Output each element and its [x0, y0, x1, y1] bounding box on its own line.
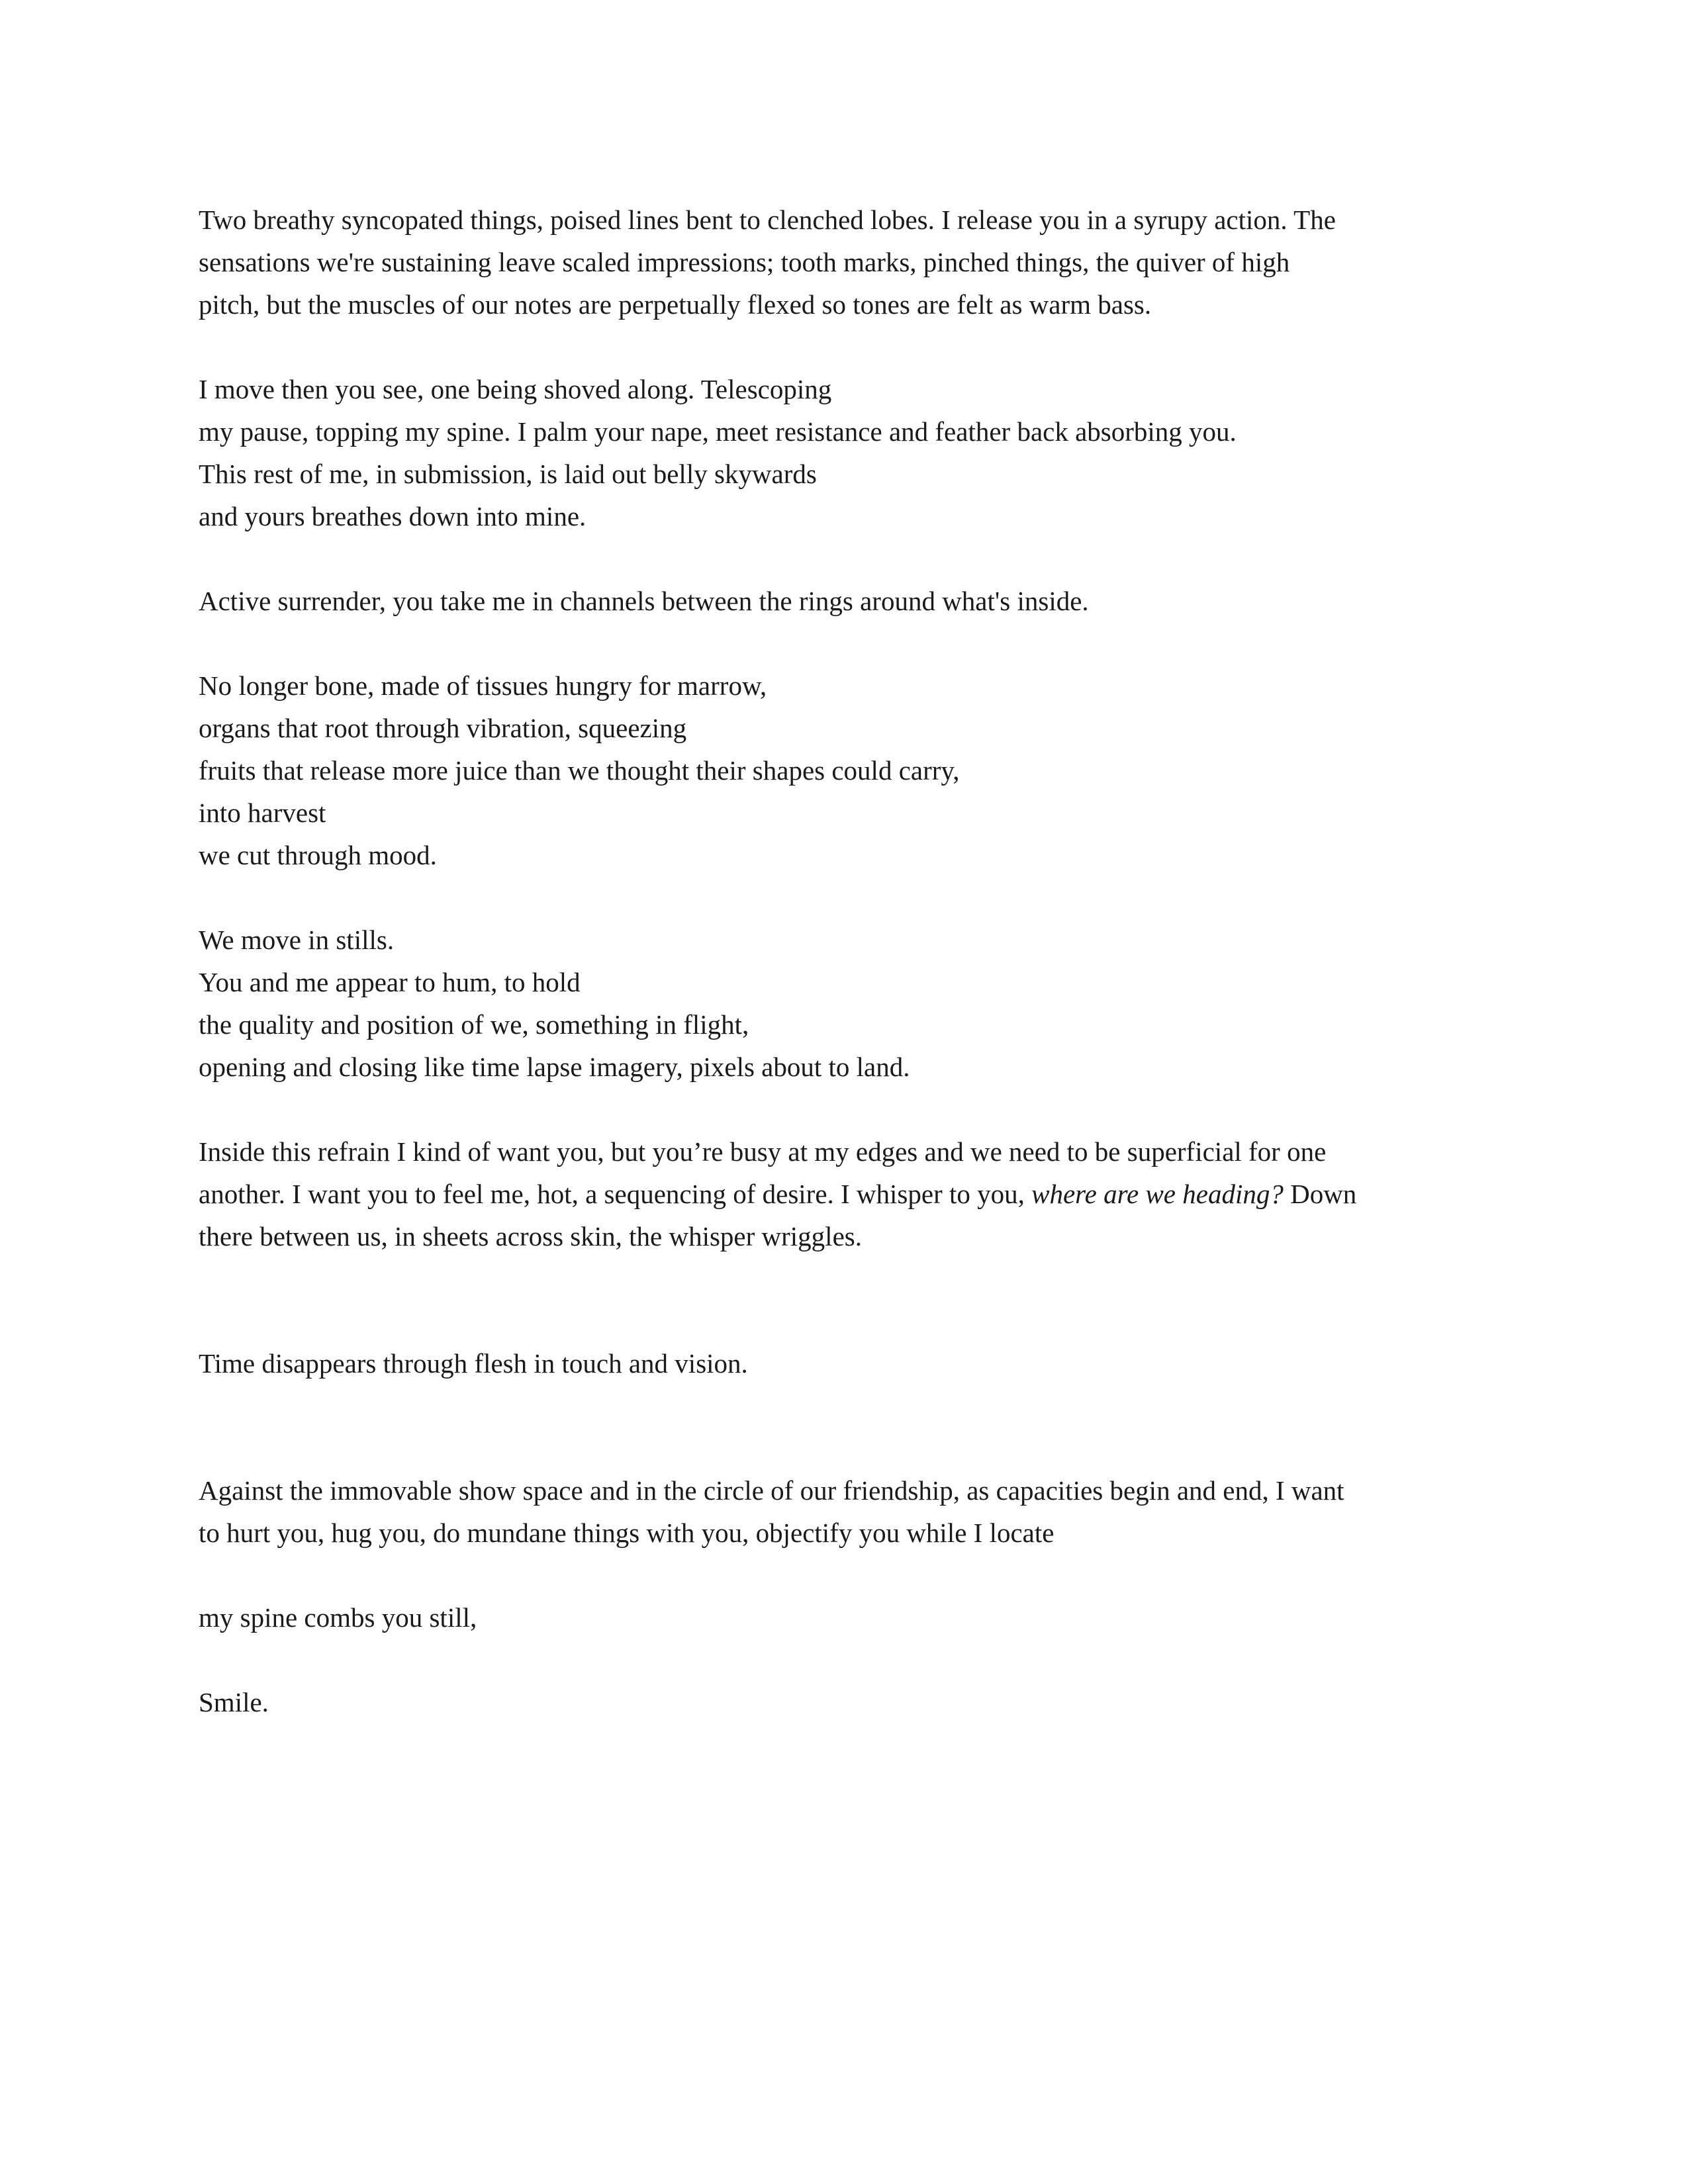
- text-line: sensations we're sustaining leave scaled impressions; tooth marks, pinched things, the quiver of high: [199, 247, 1290, 277]
- text-line: You and me appear to hum, to hold: [199, 967, 581, 997]
- stanza-1: [199, 199, 1496, 326]
- stanza-gap: [199, 537, 1496, 580]
- text-line: my spine combs you still,: [199, 1602, 477, 1633]
- stanza-gap: [199, 1554, 1496, 1596]
- stanza-gap: [199, 326, 1496, 368]
- text-segment: Down: [1283, 1179, 1357, 1209]
- text-line: Two breathy syncopated things, poised lines bent to clenched lobes. I release you in a syrupy action. The: [199, 205, 1336, 235]
- text-line: my pause, topping my spine. I palm your nape, meet resistance and feather back absorbing you.: [199, 416, 1237, 447]
- stanza-4: [199, 664, 1496, 876]
- text-line: Time disappears through flesh in touch and vision.: [199, 1348, 748, 1379]
- stanza-8: [199, 1469, 1496, 1554]
- stanza-gap: [199, 1385, 1496, 1469]
- text-line: and yours breathes down into mine.: [199, 501, 586, 531]
- stanza-2: [199, 368, 1496, 537]
- text-line: Smile.: [199, 1687, 269, 1717]
- text-line: we cut through mood.: [199, 840, 437, 870]
- text-line: This rest of me, in submission, is laid out belly skywards: [199, 459, 817, 489]
- text-line: [199, 1173, 1496, 1215]
- stanza-gap: [199, 1257, 1496, 1342]
- text-line: the quality and position of we, something in flight,: [199, 1009, 749, 1040]
- stanza-gap: [199, 1088, 1496, 1130]
- stanza-gap: [199, 622, 1496, 664]
- document-page: [199, 199, 1496, 1723]
- text-line: I move then you see, one being shoved along. Telescoping: [199, 374, 832, 404]
- stanza-gap: [199, 1639, 1496, 1681]
- text-line: opening and closing like time lapse imagery, pixels about to land.: [199, 1052, 910, 1082]
- text-line: Inside this refrain I kind of want you, but you’re busy at my edges and we need to be superficial for one: [199, 1136, 1327, 1167]
- stanza-3: [199, 580, 1496, 622]
- text-line: fruits that release more juice than we thought their shapes could carry,: [199, 755, 960, 786]
- stanza-gap: [199, 876, 1496, 919]
- italic-phrase: where are we heading?: [1031, 1179, 1284, 1209]
- text-line: No longer bone, made of tissues hungry for marrow,: [199, 670, 767, 701]
- text-line: organs that root through vibration, squeezing: [199, 713, 687, 743]
- text-line: there between us, in sheets across skin, the whisper wriggles.: [199, 1221, 862, 1251]
- text-line: Active surrender, you take me in channels between the rings around what's inside.: [199, 586, 1089, 616]
- stanza-9: [199, 1596, 1496, 1639]
- text-line: pitch, but the muscles of our notes are perpetually flexed so tones are felt as warm bass.: [199, 289, 1152, 320]
- text-line: into harvest: [199, 797, 326, 828]
- text-line: to hurt you, hug you, do mundane things with you, objectify you while I locate: [199, 1518, 1055, 1548]
- stanza-7: [199, 1342, 1496, 1385]
- stanza-10: [199, 1681, 1496, 1723]
- stanza-6: [199, 1130, 1496, 1257]
- stanza-5: [199, 919, 1496, 1088]
- text-line: We move in stills.: [199, 925, 395, 955]
- text-segment: another. I want you to feel me, hot, a sequencing of desire. I whisper to you,: [199, 1179, 1032, 1209]
- text-line: Against the immovable show space and in the circle of our friendship, as capacities begin and end, I want: [199, 1475, 1344, 1506]
